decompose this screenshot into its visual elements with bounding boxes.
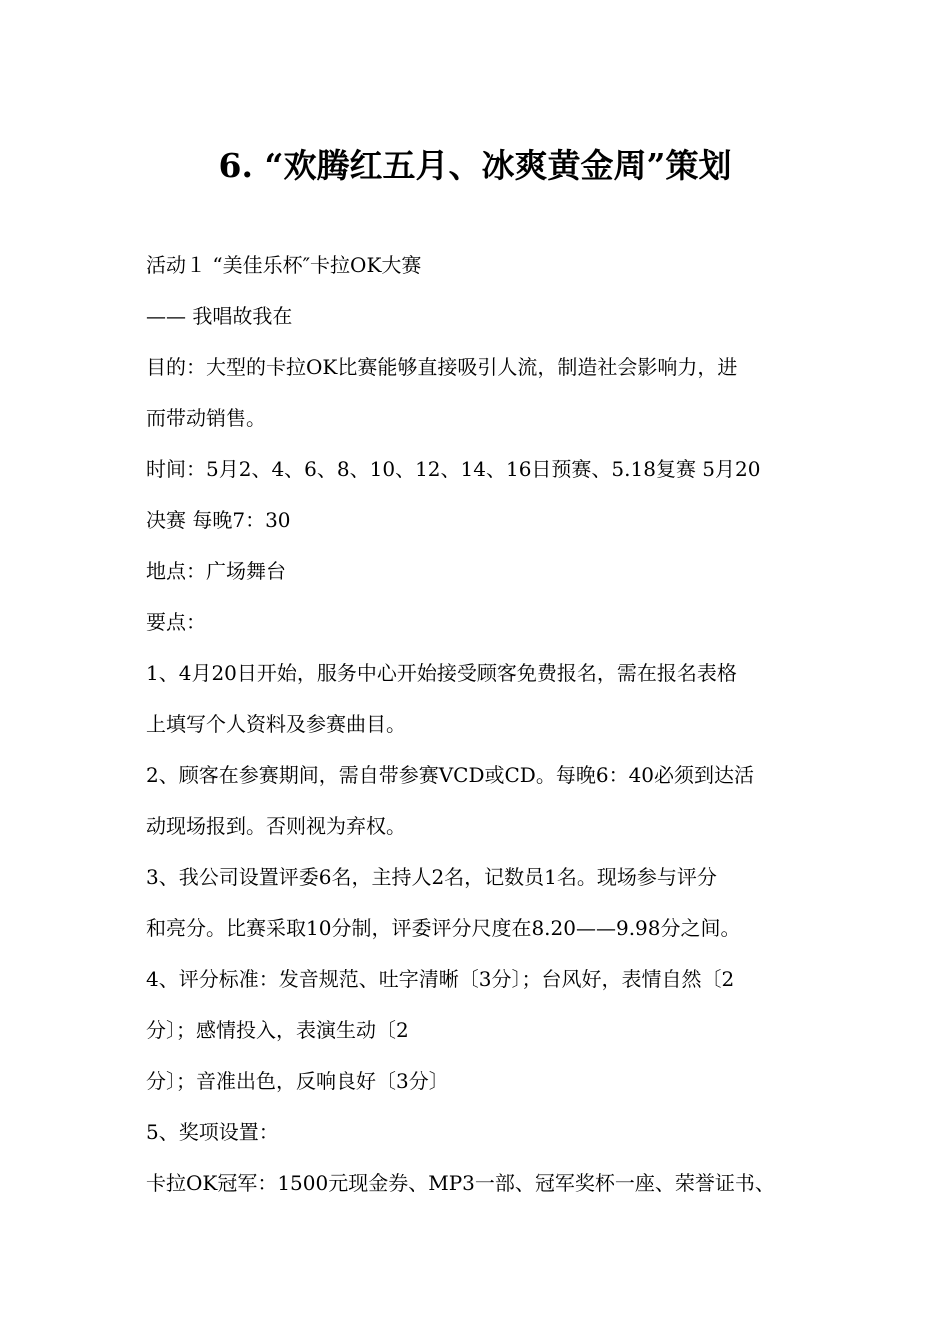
- paragraph-line: 地点：广场舞台: [146, 559, 286, 583]
- list-item-line: 和亮分。比赛采取10分制，评委评分尺度在8.20——9.98分之间。: [146, 916, 741, 940]
- list-item-line: 分〕；音准出色，反响良好〔3分〕: [146, 1069, 449, 1093]
- list-item-line: 上填写个人资料及参赛曲目。: [146, 712, 406, 736]
- list-item-line: 分〕；感情投入，表演生动〔2: [146, 1018, 409, 1042]
- list-item-line: 3、我公司设置评委6名，主持人2名，记数员1名。现场参与评分: [146, 865, 717, 889]
- section-label: 要点：: [146, 610, 206, 634]
- activity-heading: 活动１ “美佳乐杯″卡拉OK大赛: [146, 253, 422, 277]
- list-item-line: 卡拉OK冠军：1500元现金券、MP3一部、冠军奖杯一座、荣誉证书、: [146, 1171, 775, 1195]
- activity-slogan: —— 我唱故我在: [146, 304, 293, 328]
- paragraph-line: 目的：大型的卡拉OK比赛能够直接吸引人流，制造社会影响力，进: [146, 355, 738, 379]
- list-item-line: 1、4月20日开始，服务中心开始接受顾客免费报名，需在报名表格: [146, 661, 737, 685]
- paragraph-line: 决赛 每晚7：30: [146, 508, 291, 532]
- list-item-line: 5、奖项设置：: [146, 1120, 279, 1144]
- list-item-line: 2、顾客在参赛期间，需自带参赛VCD或CD。每晚6：40必须到达活: [146, 763, 755, 787]
- document-title: 6. “欢腾红五月、冰爽黄金周”策划: [218, 146, 732, 185]
- paragraph-line: 时间：5月2、4、6、8、10、12、14、16日预赛、5.18复赛 5月20: [146, 457, 761, 481]
- list-item-line: 动现场报到。否则视为弃权。: [146, 814, 406, 838]
- document-body: [146, 240, 816, 1209]
- list-item-line: 4、评分标准：发音规范、吐字清晰〔3分〕；台风好，表情自然〔2: [146, 967, 735, 991]
- paragraph-line: 而带动销售。: [146, 406, 266, 430]
